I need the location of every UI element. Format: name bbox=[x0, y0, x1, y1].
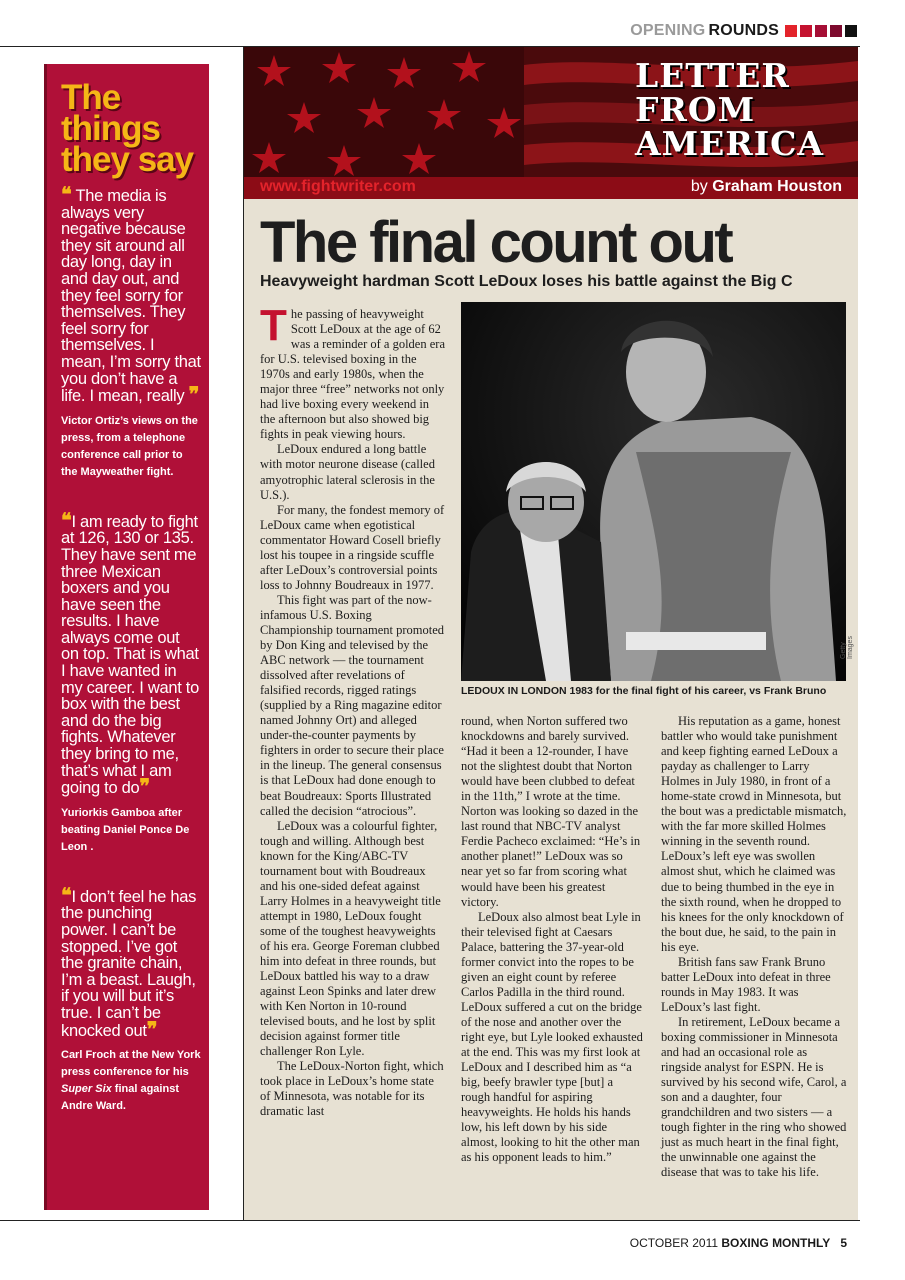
paragraph: LeDoux was a colourful fighter, tough and willing. Although best known for the King/ABC-TV tournament bout with Boudreaux and his one-sided defeat against Larry Holmes in a heavyweight title attempt in 1980, LeDoux fought some of the toughest heavyweights of his era. George Foreman clubbed him into defeat in three rounds, but LeDoux battled his way to a draw against Leon Spinks and later drew with Ken Norton in 10-round televised bouts, and he lost by split decision against former title challenger Ron Lyle. bbox=[260, 818, 441, 1059]
open-quote-icon: ❝ bbox=[61, 184, 72, 206]
letter-from-america-banner bbox=[244, 47, 858, 199]
ledoux-photo bbox=[461, 302, 846, 681]
quote-attribution: Yuriorkis Gamboa after beating Daniel Ponce De Leon . bbox=[61, 806, 190, 853]
sidebar-quote bbox=[61, 184, 201, 407]
paragraph: In retirement, LeDoux became a boxing commissioner in Minnesota and had an occasional role as ringside analyst for ESPN. He is survived by his second wife, Carol, a son and a daughter, four grandchildren and two sisters — a tough fighter in the ring who showed just as much heart in the final fight, the unwinnable one against the disease that was to take his life. bbox=[661, 1014, 847, 1180]
open-quote-icon: ❝ bbox=[61, 884, 72, 907]
section-square bbox=[815, 25, 827, 37]
section-label-light: OPENING bbox=[630, 22, 706, 39]
article-column-2 bbox=[461, 714, 645, 1165]
paragraph: The passing of heavyweight Scott LeDoux at the age of 62 was a reminder of a golden era for U.S. televised boxing in the 1970s and early 1980s, when the major three “free” networks not only had live boxing every weekend in the afternoon but also showed big fights in peak viewing hours. bbox=[260, 301, 445, 442]
section-square bbox=[830, 25, 842, 37]
paragraph: round, when Norton suffered two knockdowns and barely survived. “Had it been a 12-rounder, I have not the slightest doubt that Norton would have been clubbed to defeat in the 11th,” I wrote at the time. Norton was looking so dazed in the last round that NBC-TV analyst Ferdie Pacheco exclaimed: “He’s in another planet!” LeDoux was so near yet so far from scoring what would have been his greatest victory. bbox=[461, 714, 641, 909]
issue-date: OCTOBER 2011 bbox=[629, 1236, 719, 1250]
paragraph: British fans saw Frank Bruno batter LeDoux into defeat in three rounds in May 1983. It was LeDoux’s last fight. bbox=[661, 954, 831, 1014]
drop-cap: T bbox=[260, 301, 287, 350]
paragraph: The LeDoux-Norton fight, which took place in LeDoux’s home state of Minnesota, was notable for its dramatic last bbox=[260, 1059, 444, 1119]
things-they-say-sidebar bbox=[44, 64, 209, 1210]
page-footer bbox=[630, 1236, 847, 1250]
article-column-3 bbox=[661, 714, 847, 1180]
quote-attribution: Carl Froch at the New York press conference for his Super Six final against Andre Ward. bbox=[61, 1049, 201, 1113]
quote-text: The media is always very negative because they sit around all day long, day in and day out, and they feel sorry for themselves. They feel sorry for themselves. I mean, I’m sorry that you don’t have a life. I mean, really bbox=[61, 187, 201, 406]
section-square bbox=[785, 25, 797, 37]
section-square bbox=[845, 25, 857, 37]
article-column-1 bbox=[260, 301, 446, 1120]
photo-caption: LEDOUX IN LONDON 1983 for the final fight of his career, vs Frank Bruno bbox=[461, 685, 827, 697]
quote-text: I am ready to fight at 126, 130 or 135. They have sent me three Mexican boxers and you have seen the results. I have always come out on top. That is what I have wanted in my career. I want to box with the best and do the big fights. Whatever they bring to me, that’s what I am going to do bbox=[61, 512, 199, 798]
standfirst: Heavyweight hardman Scott LeDoux loses his battle against the Big C bbox=[260, 273, 793, 290]
section-label-bold: ROUNDS bbox=[708, 22, 779, 39]
photo-illustration bbox=[461, 302, 846, 681]
page-number: 5 bbox=[840, 1236, 847, 1250]
sidebar-title: The things they say bbox=[61, 78, 194, 179]
sidebar-quote bbox=[61, 509, 201, 799]
paragraph: For many, the fondest memory of LeDoux came when egotistical commentator Howard Cosell briefly lost his toupee in a ringside scuffle after LeDoux’s controversial points loss to Johnny Boudreaux in 1977. bbox=[260, 502, 445, 592]
photo-credit: Getty Images bbox=[840, 636, 854, 659]
website-url: www.fightwriter.com bbox=[260, 178, 416, 195]
paragraph: LeDoux endured a long battle with motor neurone disease (called amyotrophic lateral sclerosis in the U.S.). bbox=[260, 442, 435, 502]
banner-title: LETTER FROM AMERICA bbox=[634, 56, 824, 163]
close-quote-icon: ❞ bbox=[188, 384, 200, 407]
headline: The final count out bbox=[260, 210, 732, 275]
paragraph: This fight was part of the now-infamous U.S. Boxing Championship tournament promoted by Don King and televised by the ABC network — the tournament dissolved after revelations of falsified records, rigged ratings (supplied by a Ring magazine editor named Johnny Ort) and alleged under-the-counter payments by fighters in order to secure their place in the lineup. The general consensus is that LeDoux had done enough to beat Boudreaux: Sports Illustrated called the decision “atrocious”. bbox=[260, 592, 445, 818]
paragraph: His reputation as a game, honest battler who would take punishment and keep fighting earned LeDoux a payday as challenger to Larry Holmes in July 1980, in front of a home-state crowd in Minnesota, but the bout was a predictable mismatch, with the far more skilled Holmes winning in the seventh round. LeDoux’s left eye was swollen almost shut, which he claimed was due to being thumbed in the eye in the sixth round, when he dropped to his knees for the only knockdown of the bout due, he said, to the pain in his eye. bbox=[661, 714, 847, 954]
open-quote-icon: ❝ bbox=[61, 509, 72, 532]
quote-text: I don’t feel he has the punching power. I can’t be stopped. I’ve got the granite chain, I’m a beast. Laugh, if you will but it’s true. I can’t be knocked out bbox=[61, 887, 197, 1040]
section-header bbox=[630, 22, 857, 40]
byline: by Graham Houston bbox=[690, 178, 842, 195]
paragraph: LeDoux also almost beat Lyle in their televised fight at Caesars Palace, battering the 37-year-old former convict into the ropes to be given an eight count by referee Carlos Padilla in the third round. LeDoux suffered a cut on the bridge of the nose and another over the right eye, but Lyle looked exhausted at the end. This was my first look at LeDoux and I described him as “a big, beefy brawler type [but] a rough handful for aspiring heavyweights. He holds his hands low, his left down by his side almost, looking to hit the other man as his opponent leads to him.” bbox=[461, 909, 643, 1165]
quote-attribution: Victor Ortiz’s views on the press, from a telephone conference call prior to the Mayweather fight. bbox=[61, 414, 198, 478]
sidebar-quote bbox=[61, 884, 201, 1041]
close-quote-icon: ❞ bbox=[139, 776, 150, 799]
article bbox=[244, 199, 858, 1220]
author-name: Graham Houston bbox=[712, 178, 842, 195]
bottom-rule bbox=[0, 1220, 860, 1221]
section-square bbox=[800, 25, 812, 37]
close-quote-icon: ❞ bbox=[146, 1018, 158, 1041]
magazine-name: BOXING MONTHLY bbox=[721, 1236, 831, 1250]
